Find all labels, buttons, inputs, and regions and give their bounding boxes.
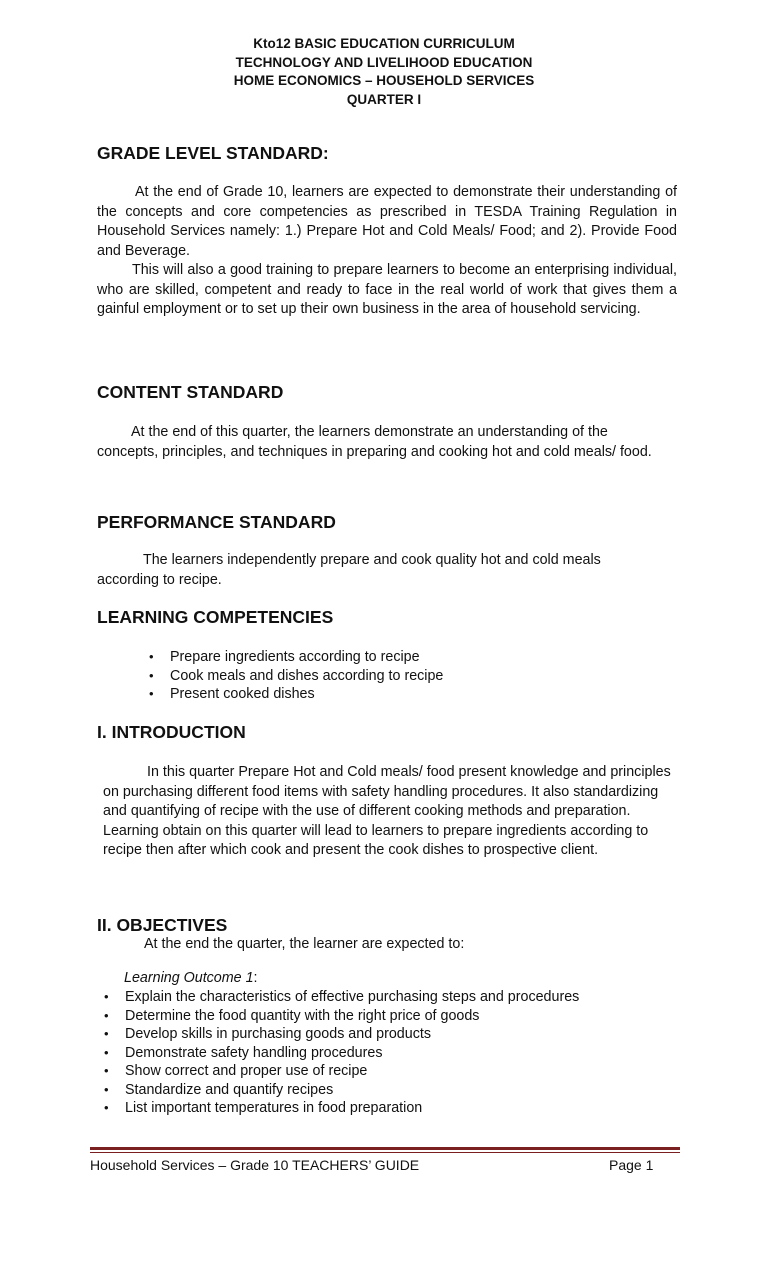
page-number: Page 1 bbox=[609, 1157, 654, 1173]
bullet-icon: • bbox=[149, 667, 154, 683]
introduction-heading: I. INTRODUCTION bbox=[97, 722, 246, 742]
learning-outcome-title: Learning Outcome 1 bbox=[124, 970, 254, 986]
introduction-paragraph: In this quarter Prepare Hot and Cold meals/ food present knowledge and principles on purchasing different food items with safety handling procedures. It also standardizing and quantifying of recipe with the use of different cooking methods and preparation. Learning obtain on this quarter will lead to learners to prepare ingredients according to recipe then after which cook and present the cook dishes to prospective client. bbox=[103, 764, 671, 858]
header-line-1: Kto12 BASIC EDUCATION CURRICULUM bbox=[253, 36, 515, 51]
list-item bbox=[104, 1007, 665, 1026]
list-item bbox=[149, 667, 650, 686]
grade-level-heading: GRADE LEVEL STANDARD: bbox=[97, 143, 329, 163]
competencies-list bbox=[149, 648, 650, 704]
bullet-icon: • bbox=[149, 649, 154, 664]
document-header bbox=[0, 35, 768, 109]
list-item bbox=[149, 685, 650, 704]
bullet-icon: • bbox=[149, 686, 154, 701]
header-line-3: HOME ECONOMICS – HOUSEHOLD SERVICES bbox=[233, 73, 535, 88]
list-item-text: Explain the characteristics of effective purchasing steps and procedures bbox=[125, 989, 580, 1005]
list-item-text: List important temperatures in food preparation bbox=[125, 1100, 423, 1116]
header-line-4: QUARTER I bbox=[346, 91, 422, 107]
content-standard-heading: CONTENT STANDARD bbox=[97, 382, 284, 402]
list-item bbox=[104, 1044, 665, 1063]
bullet-icon: • bbox=[104, 1044, 109, 1060]
footer-rule-thick bbox=[90, 1147, 680, 1150]
grade-level-paragraph-1: At the end of Grade 10, learners are expected to demonstrate their understanding of the concepts and core competencies as prescribed in TESDA Training Regulation in Household Services namely: 1.) Prepare Hot and Cold Meals/ Food; and 2). Provide Food and Beverage. bbox=[97, 184, 677, 259]
grade-level-paragraph-2: This will also a good training to prepare learners to become an enterprising individual, who are skilled, competent and ready to face in the real world of work that gives them a gainful employment or to set up their own business in the area of household servicing. bbox=[97, 262, 677, 317]
learning-outcome-label bbox=[124, 969, 258, 989]
list-item bbox=[104, 988, 665, 1007]
objectives-heading: II. OBJECTIVES bbox=[97, 915, 228, 935]
performance-standard-paragraph: The learners independently prepare and cook quality hot and cold meals according to recipe. bbox=[97, 552, 601, 588]
learning-competencies-heading: LEARNING COMPETENCIES bbox=[97, 607, 334, 627]
header-line-2: TECHNOLOGY AND LIVELIHOOD EDUCATION bbox=[235, 54, 533, 70]
footer-rule-thin bbox=[90, 1152, 680, 1153]
bullet-icon: • bbox=[104, 1081, 109, 1097]
list-item-text: Standardize and quantify recipes bbox=[125, 1081, 334, 1098]
bullet-icon: • bbox=[104, 989, 109, 1004]
footer-title: Household Services – Grade 10 TEACHERS’ GUIDE bbox=[90, 1157, 420, 1173]
bullet-icon: • bbox=[104, 1063, 109, 1078]
list-item-text: Present cooked dishes bbox=[170, 686, 315, 702]
bullet-icon: • bbox=[104, 1007, 109, 1023]
list-item bbox=[104, 1062, 665, 1081]
objectives-list bbox=[104, 988, 665, 1118]
list-item-text: Prepare ingredients according to recipe bbox=[170, 649, 420, 665]
bullet-icon: • bbox=[104, 1100, 109, 1115]
list-item-text: Cook meals and dishes according to recipe bbox=[170, 667, 444, 684]
list-item-text: Determine the food quantity with the right price of goods bbox=[125, 1007, 480, 1024]
performance-standard-heading: PERFORMANCE STANDARD bbox=[97, 512, 336, 532]
list-item bbox=[104, 1025, 665, 1044]
list-item-text: Demonstrate safety handling procedures bbox=[125, 1044, 383, 1061]
content-standard-paragraph: At the end of this quarter, the learners demonstrate an understanding of the concepts, principles, and techniques in preparing and cooking hot and cold meals/ food. bbox=[97, 424, 652, 460]
list-item bbox=[104, 1099, 665, 1118]
list-item-text: Show correct and proper use of recipe bbox=[125, 1063, 368, 1079]
bullet-icon: • bbox=[104, 1026, 109, 1041]
objectives-intro: At the end the quarter, the learner are expected to: bbox=[144, 936, 465, 952]
learning-outcome-colon: : bbox=[253, 970, 258, 986]
list-item bbox=[104, 1081, 665, 1100]
list-item bbox=[149, 648, 650, 667]
list-item-text: Develop skills in purchasing goods and products bbox=[125, 1026, 431, 1042]
